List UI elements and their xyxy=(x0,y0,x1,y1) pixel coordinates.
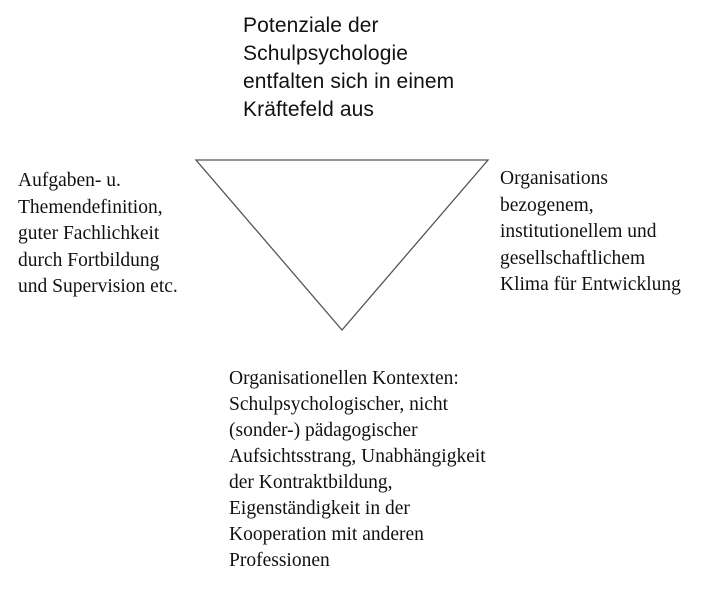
title-line: Potenziale der xyxy=(243,14,379,37)
title-line: Schulpsychologie xyxy=(243,42,409,65)
inverted-triangle-shape xyxy=(196,160,488,330)
right-label-line: Organisations xyxy=(500,168,608,189)
right-label-line: Klima für Entwicklung xyxy=(500,274,681,295)
left-label-line: durch Fortbildung xyxy=(18,249,160,271)
left-label-line: Aufgaben- u. xyxy=(18,170,121,191)
title-line: Kräftefeld aus xyxy=(243,98,374,121)
right-label-line: institutionellem und xyxy=(500,221,657,242)
title-line: entfalten sich in einem xyxy=(243,70,455,93)
right-label-line: gesellschaftlichem xyxy=(500,247,646,269)
bottom-label-line: der Kontraktbildung, xyxy=(229,472,393,493)
bottom-label-line: Professionen xyxy=(229,550,330,571)
right-label-line: bezogenem, xyxy=(500,194,594,216)
left-label-line: und Supervision etc. xyxy=(18,276,178,297)
bottom-label-line: (sonder-) pädagogischer xyxy=(229,420,418,441)
left-label-line: Themendefinition, xyxy=(18,196,163,218)
bottom-label-line: Aufsichtsstrang, Unabhängigkeit xyxy=(229,446,486,467)
bottom-label-line: Schulpsychologischer, nicht xyxy=(229,394,449,415)
bottom-label-line: Eigenständigkeit in der xyxy=(229,498,410,519)
bottom-label-line: Organisationellen Kontexten: xyxy=(229,368,459,389)
bottom-label-line: Kooperation mit anderen xyxy=(229,524,424,545)
diagram-title xyxy=(243,12,454,124)
right-corner-label xyxy=(500,166,681,299)
left-label-line: guter Fachlichkeit xyxy=(18,223,160,244)
bottom-corner-label xyxy=(229,366,486,574)
left-corner-label xyxy=(18,168,178,301)
